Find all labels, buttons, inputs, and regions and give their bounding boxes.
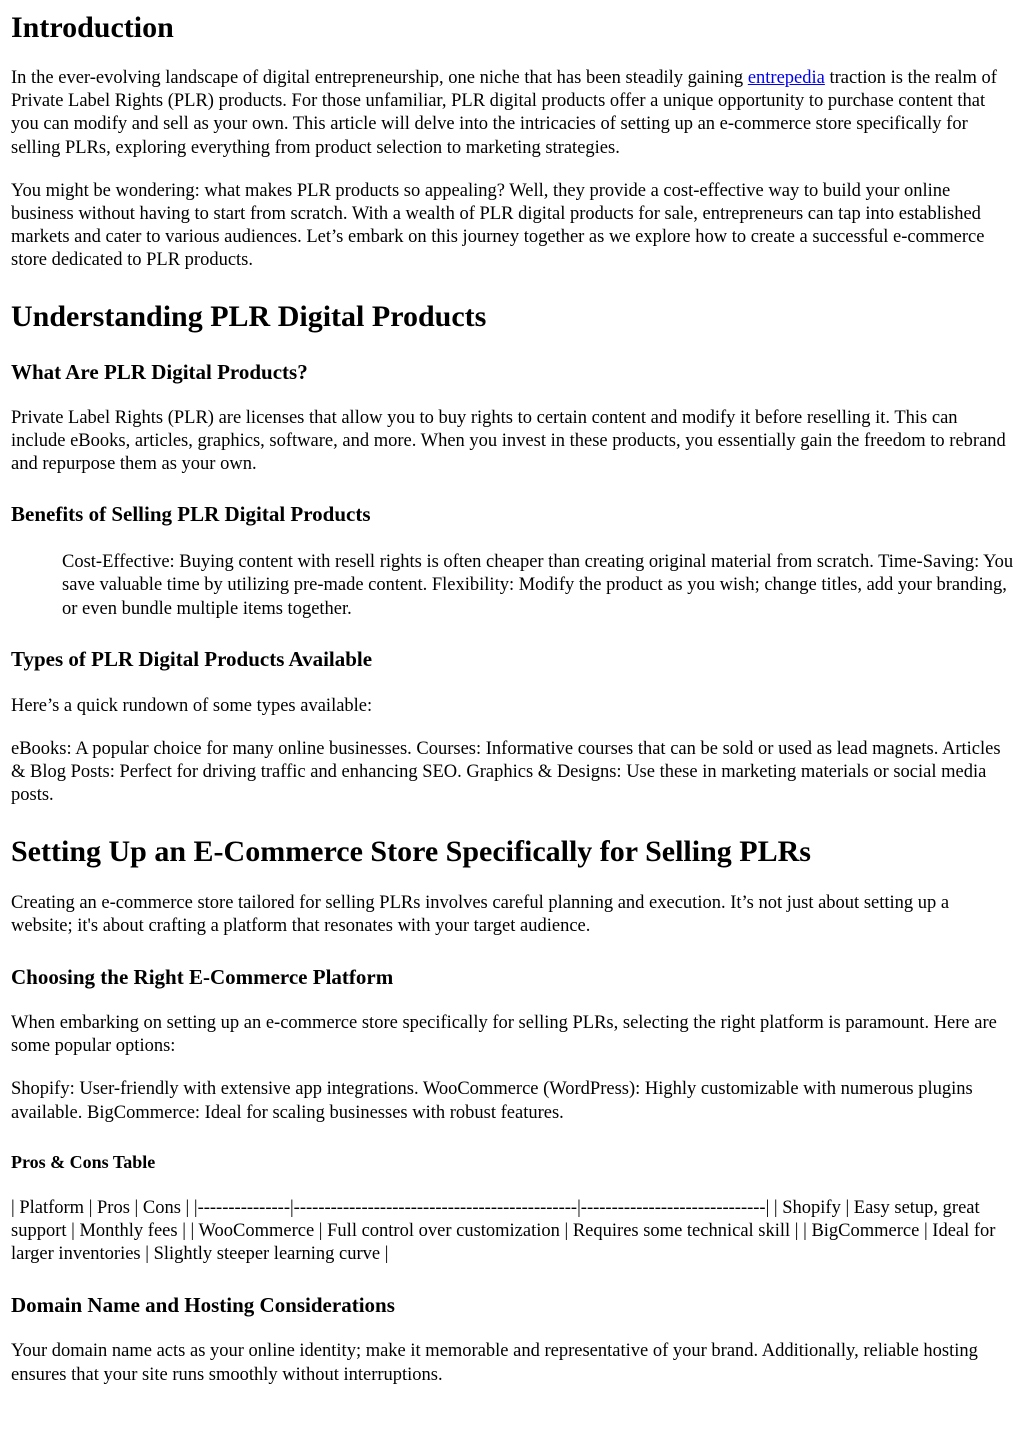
benefits-heading: Benefits of Selling PLR Digital Products — [11, 502, 371, 527]
setting-up-store-paragraph: Creating an e-commerce store tailored for selling PLRs involves careful planning and execution. It’s not just about setting up a website; it's about crafting a platform that resonates with your target audience. — [11, 892, 950, 936]
domain-hosting-heading: Domain Name and Hosting Considerations — [11, 1293, 395, 1318]
introduction-heading: Introduction — [11, 11, 174, 44]
choosing-platform-heading: Choosing the Right E-Commerce Platform — [11, 965, 394, 990]
pros-cons-heading: Pros & Cons Table — [11, 1151, 156, 1172]
understanding-plr-heading: Understanding PLR Digital Products — [11, 299, 487, 333]
choosing-platform-paragraph-2: Shopify: User-friendly with extensive app integrations. WooCommerce (WordPress): Highly customizable with numerous plugins available. BigCommerce: Ideal for scaling businesses with robust features. — [11, 1079, 973, 1123]
pros-cons-table-text: | Platform | Pros | Cons | |---------------|----------------------------------------------|------------------------------| | Shopify | Easy setup, great support | Monthly fees | | WooCommerce | Full control over customization | Requires some technical skill | | BigCommerce | Ideal for larger inventories | Slightly steeper learning curve | — [11, 1197, 996, 1265]
entrepedia-link[interactable]: entrepedia — [747, 68, 825, 88]
types-intro-paragraph: Here’s a quick rundown of some types available: — [11, 695, 373, 716]
benefits-blockquote: Cost-Effective: Buying content with resell rights is often cheaper than creating original material from scratch. Time-Saving: You save valuable time by utilizing pre-made content. Flexibility: Modify the product as you wish; change titles, add your branding, or even bundle multiple items together. — [62, 552, 1014, 619]
introduction-paragraph-1 — [11, 67, 1014, 160]
domain-hosting-paragraph: Your domain name acts as your online identity; make it memorable and representative of your brand. Additionally, reliable hosting ensures that your site runs smoothly without interruptions. — [11, 1341, 978, 1385]
choosing-platform-paragraph-1: When embarking on setting up an e-commerce store specifically for selling PLRs, selecting the right platform is paramount. Here are some popular options: — [11, 1013, 997, 1057]
what-are-plr-paragraph: Private Label Rights (PLR) are licenses that allow you to buy rights to certain content and modify it before reselling it. This can include eBooks, articles, graphics, software, and more. When you invest in these products, you essentially gain the freedom to rebrand and repurpose them as your own. — [11, 407, 1006, 475]
types-list-paragraph: eBooks: A popular choice for many online businesses. Courses: Informative courses that can be sold or used as lead magnets. Articles & Blog Posts: Perfect for driving traffic and enhancing SEO. Graphics & Designs: Use these in marketing materials or social media posts. — [11, 739, 1001, 806]
intro-text-before-link: In the ever-evolving landscape of digital entrepreneurship, one niche that has been steadily gaining — [11, 68, 748, 88]
setting-up-store-heading: Setting Up an E-Commerce Store Specifically for Selling PLRs — [11, 834, 811, 868]
introduction-paragraph-2: You might be wondering: what makes PLR products so appealing? Well, they provide a cost-effective way to build your online business without having to start from scratch. With a wealth of PLR digital products for sale, entrepreneurs can tap into established markets and cater to various audiences. Let’s embark on this journey together as we explore how to create a successful e-commerce store dedicated to PLR products. — [11, 180, 985, 271]
intro-text-after-link: traction is the realm of Private Label Rights (PLR) products. For those unfamiliar, PLR digital products offer a unique opportunity to purchase content that you can modify and sell as your own. This article will delve into the intricacies of setting up an e-commerce store specifically for selling PLRs, exploring everything from product selection to marketing strategies. — [11, 68, 997, 158]
types-heading: Types of PLR Digital Products Available — [11, 646, 373, 671]
what-are-plr-heading: What Are PLR Digital Products? — [11, 359, 308, 384]
